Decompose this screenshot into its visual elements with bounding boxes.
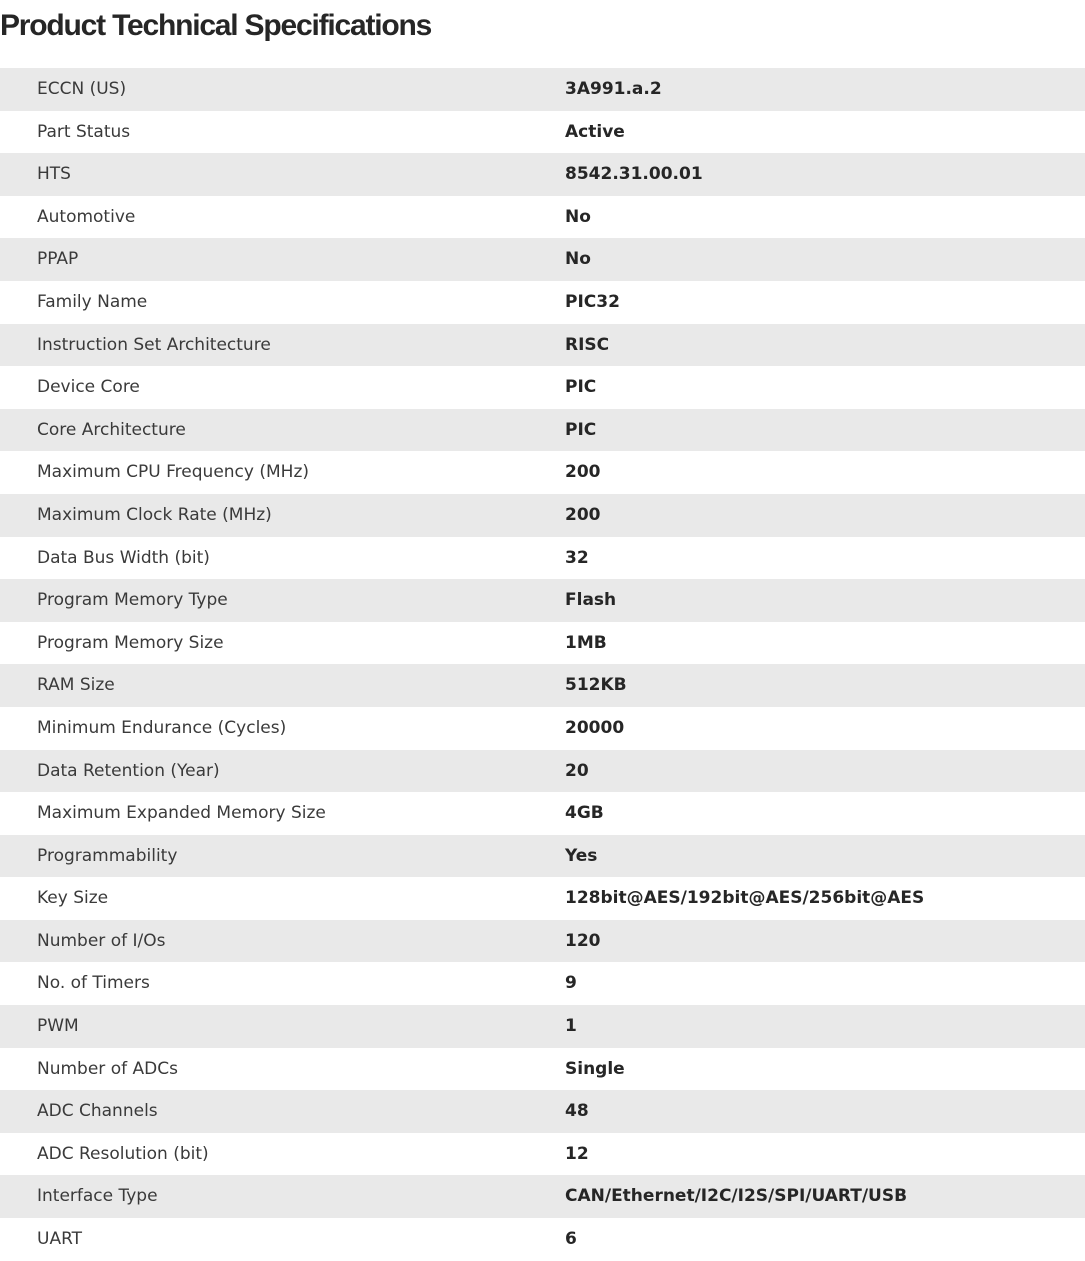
spec-table: [0, 68, 1085, 1261]
spec-value: 1: [565, 1016, 577, 1037]
spec-label: PWM: [37, 1016, 79, 1037]
spec-row: [0, 281, 1085, 324]
spec-value: PIC: [565, 377, 597, 398]
spec-label: Minimum Endurance (Cycles): [37, 717, 287, 738]
spec-value: 120: [565, 930, 601, 951]
spec-label: ECCN (US): [37, 79, 127, 99]
spec-row: [0, 962, 1085, 1005]
spec-row: [0, 877, 1085, 920]
spec-value: 200: [565, 462, 601, 483]
spec-label: Part Status: [37, 121, 131, 142]
spec-label: Maximum CPU Frequency (MHz): [37, 462, 309, 483]
spec-value: CAN/Ethernet/I2C/I2S/SPI/UART/USB: [565, 1186, 908, 1207]
spec-value: No: [565, 249, 591, 270]
spec-label: Programmability: [37, 845, 178, 866]
spec-row: [0, 1218, 1085, 1261]
spec-value: 9: [565, 973, 577, 994]
spec-row: [0, 153, 1085, 196]
spec-value: 20: [565, 760, 589, 781]
spec-value: RISC: [565, 334, 610, 355]
spec-row: [0, 494, 1085, 537]
spec-value: 6: [565, 1229, 577, 1250]
spec-label: Core Architecture: [37, 419, 186, 440]
spec-value: 128bit@AES/192bit@AES/256bit@AES: [565, 888, 925, 909]
spec-value: 4GB: [565, 803, 604, 824]
spec-value: PIC: [565, 419, 597, 440]
spec-label: HTS: [37, 164, 71, 185]
spec-row: [0, 835, 1085, 878]
spec-row: [0, 537, 1085, 580]
spec-row: [0, 750, 1085, 793]
spec-row: [0, 920, 1085, 963]
spec-label: Device Core: [37, 377, 140, 398]
page-title: Product Technical Specifications: [0, 9, 432, 42]
spec-label: Data Bus Width (bit): [37, 547, 210, 568]
spec-label: Program Memory Size: [37, 632, 224, 653]
spec-value: No: [565, 206, 591, 227]
spec-row: [0, 324, 1085, 367]
spec-row: [0, 1048, 1085, 1091]
spec-label: Number of ADCs: [37, 1058, 178, 1079]
spec-label: PPAP: [37, 249, 79, 270]
spec-row: [0, 707, 1085, 750]
spec-row: [0, 111, 1085, 154]
spec-label: RAM Size: [37, 675, 115, 696]
spec-label: Number of I/Os: [37, 930, 166, 951]
spec-row: [0, 196, 1085, 239]
spec-row: [0, 1133, 1085, 1176]
spec-label: ADC Resolution (bit): [37, 1143, 209, 1164]
spec-row: [0, 622, 1085, 665]
spec-row: [0, 366, 1085, 409]
spec-row: [0, 579, 1085, 622]
spec-value: 1MB: [565, 632, 607, 653]
spec-value: Yes: [565, 845, 598, 866]
spec-label: Maximum Expanded Memory Size: [37, 803, 326, 824]
spec-value: 12: [565, 1143, 589, 1164]
spec-label: Instruction Set Architecture: [37, 334, 271, 355]
spec-value: Active: [565, 121, 625, 142]
spec-value: 20000: [565, 717, 625, 738]
spec-label: Key Size: [37, 888, 109, 909]
spec-row: [0, 1090, 1085, 1133]
spec-label: UART: [37, 1229, 83, 1250]
spec-label: Family Name: [37, 291, 148, 312]
spec-label: Interface Type: [37, 1186, 158, 1207]
spec-label: Maximum Clock Rate (MHz): [37, 504, 272, 525]
spec-value: 8542.31.00.01: [565, 164, 703, 185]
spec-label: Program Memory Type: [37, 590, 228, 611]
spec-value: 3A991.a.2: [565, 79, 662, 99]
spec-row: [0, 792, 1085, 835]
spec-label: No. of Timers: [37, 973, 150, 994]
spec-label: ADC Channels: [37, 1101, 158, 1122]
spec-value: 48: [565, 1101, 589, 1122]
spec-value: PIC32: [565, 291, 620, 312]
spec-row: [0, 238, 1085, 281]
spec-value: Flash: [565, 590, 617, 611]
spec-row: [0, 1175, 1085, 1218]
spec-label: Data Retention (Year): [37, 760, 220, 781]
spec-row: [0, 664, 1085, 707]
spec-row: [0, 1005, 1085, 1048]
spec-value: 200: [565, 504, 601, 525]
spec-value: 32: [565, 547, 589, 568]
spec-row: [0, 68, 1085, 111]
spec-value: Single: [565, 1058, 625, 1079]
spec-label: Automotive: [37, 206, 136, 227]
spec-value: 512KB: [565, 675, 627, 696]
spec-row: [0, 451, 1085, 494]
spec-row: [0, 409, 1085, 452]
